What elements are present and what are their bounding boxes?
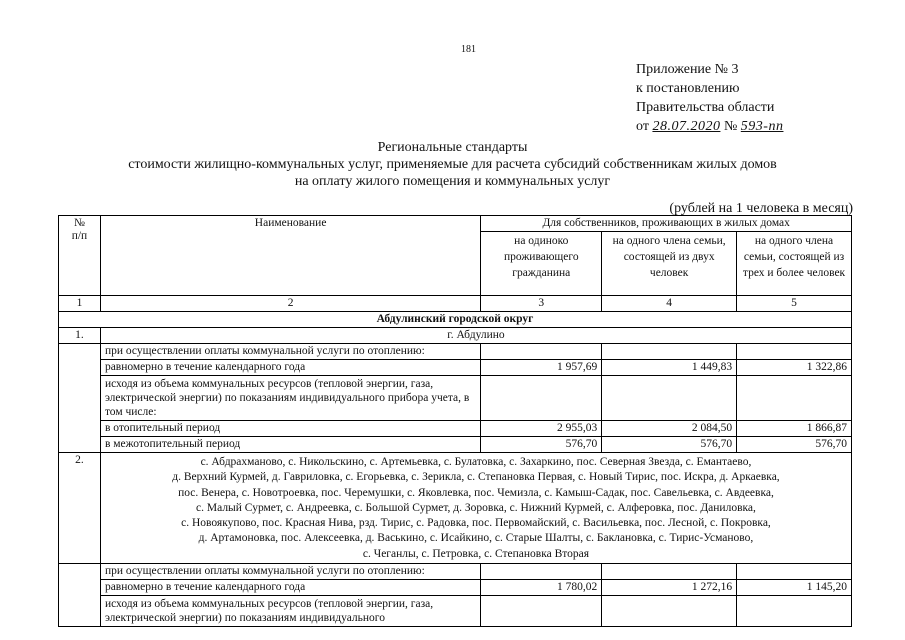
value-cell: 2 955,03: [481, 421, 602, 437]
index-cell: 4: [602, 296, 737, 312]
value-cell: 1 866,87: [737, 421, 852, 437]
header-num: № п/п: [59, 216, 101, 296]
district-row: [59, 312, 852, 328]
table-row: [59, 344, 852, 360]
empty-cell: [737, 564, 852, 580]
empty-cell: [602, 376, 737, 421]
value-cell: 576,70: [737, 437, 852, 453]
row-label: в отопительный период: [100, 421, 480, 437]
index-cell: 5: [737, 296, 852, 312]
places-line: д. Артамоновка, пос. Алексеевка, д. Васькино, с. Исайкино, с. Старые Шалты, с. Баклановка, с. Тирис-Усманово,: [198, 532, 754, 545]
empty-cell: [481, 596, 602, 627]
table-row: [59, 437, 852, 453]
row-label: равномерно в течение календарного года: [100, 580, 480, 596]
empty-cell: [737, 376, 852, 421]
table-row: [59, 376, 852, 421]
header-row: [59, 216, 852, 232]
appendix-line: к постановлению: [636, 81, 740, 96]
index-cell: 3: [481, 296, 602, 312]
document-title: [0, 139, 905, 190]
row-label: исходя из объема коммунальных ресурсов (тепловой энергии, газа, электрической энергии) по показаниям индивидуального: [100, 596, 480, 627]
date-prefix: от: [636, 119, 649, 134]
empty-cell: [737, 344, 852, 360]
title-line: Региональные стандарты: [377, 140, 528, 155]
index-row: [59, 296, 852, 312]
empty-cell: [59, 344, 101, 453]
section-row: [59, 328, 852, 344]
units-note: (рублей на 1 человека в месяц): [669, 201, 853, 216]
header-group: Для собственников, проживающих в жилых домах: [481, 216, 852, 232]
value-cell: 1 322,86: [737, 360, 852, 376]
empty-cell: [481, 344, 602, 360]
handwritten-date: 28.07.2020: [652, 119, 721, 134]
index-cell: 1: [59, 296, 101, 312]
district-name: Абдулинский городской округ: [59, 312, 852, 328]
row-label: при осуществлении оплаты коммунальной услуги по отоплению:: [100, 564, 480, 580]
index-cell: 2: [100, 296, 480, 312]
value-cell: 576,70: [602, 437, 737, 453]
section-place: г. Абдулино: [100, 328, 851, 344]
places-line: д. Верхний Курмей, д. Гавриловка, с. Егорьевка, с. Зерикла, с. Степановка Первая, с. Новый Тирис, пос. Искра, д. Аркаевка,: [172, 471, 780, 484]
value-cell: 1 449,83: [602, 360, 737, 376]
value-cell: 576,70: [481, 437, 602, 453]
places-line: с. Абдрахманово, с. Никольскино, с. Артемьевка, с. Булатовка, с. Захаркино, пос. Северная Звезда, с. Емантаево,: [200, 456, 752, 468]
header-col4: на одного члена семьи, состоящей из двух человек: [602, 232, 737, 296]
empty-cell: [481, 376, 602, 421]
appendix-line: Приложение № 3: [636, 62, 739, 77]
table-row: [59, 596, 852, 627]
row-label: исходя из объема коммунальных ресурсов (тепловой энергии, газа, электрической энергии) по показаниям индивидуального прибора учета, в том числе:: [100, 376, 480, 421]
number-sign: №: [723, 119, 738, 134]
value-cell: 1 145,20: [737, 580, 852, 596]
row-label: при осуществлении оплаты коммунальной услуги по отоплению:: [100, 344, 480, 360]
value-cell: 1 957,69: [481, 360, 602, 376]
table-row: [59, 360, 852, 376]
empty-cell: [602, 344, 737, 360]
value-cell: 1 780,02: [481, 580, 602, 596]
empty-cell: [602, 596, 737, 627]
section-number: 1.: [59, 328, 101, 344]
table-row: [59, 564, 852, 580]
places-line: с. Новоякупово, пос. Красная Нива, рзд. Тирис, с. Радовка, пос. Первомайский, с. Васильевка, пос. Лесной, с. Покровка,: [181, 517, 771, 530]
empty-cell: [59, 564, 101, 627]
header-col3: на одиноко проживающего гражданина: [481, 232, 602, 296]
places-line: с. Малый Сурмет, с. Андреевка, с. Большой Сурмет, д. Зоровка, с. Нижний Курмей, с. Алферовка, пос. Даниловка,: [196, 501, 756, 514]
title-line: стоимости жилищно-коммунальных услуг, применяемые для расчета субсидий собственникам жилых домов: [128, 157, 777, 172]
empty-cell: [602, 564, 737, 580]
empty-cell: [737, 596, 852, 627]
header-name: Наименование: [100, 216, 480, 296]
value-cell: 2 084,50: [602, 421, 737, 437]
places-line: с. Чеганлы, с. Петровка, с. Степановка Вторая: [362, 547, 590, 560]
handwritten-number: 593-пп: [740, 119, 784, 134]
appendix-line: Правительства области: [636, 100, 775, 115]
value-cell: 1 272,16: [602, 580, 737, 596]
standards-table: [58, 215, 852, 627]
section-places: [100, 453, 851, 564]
places-line: пос. Венера, с. Новотроевка, пос. Черемушки, с. Яковлевка, пос. Чемизла, с. Камыш-Садак, пос. Савельевка, с. Авдеевка,: [178, 486, 774, 499]
section-row: [59, 453, 852, 564]
empty-cell: [481, 564, 602, 580]
section-number: 2.: [59, 453, 101, 564]
appendix-block: [636, 60, 783, 136]
table-row: [59, 421, 852, 437]
row-label: равномерно в течение календарного года: [100, 360, 480, 376]
header-col5: на одного члена семьи, состоящей из трех и более человек: [737, 232, 852, 296]
row-label: в межотопительный период: [100, 437, 480, 453]
page-number: 181: [461, 44, 476, 55]
appendix-date-line: [636, 117, 783, 136]
table-row: [59, 580, 852, 596]
title-line: на оплату жилого помещения и коммунальных услуг: [294, 174, 611, 189]
